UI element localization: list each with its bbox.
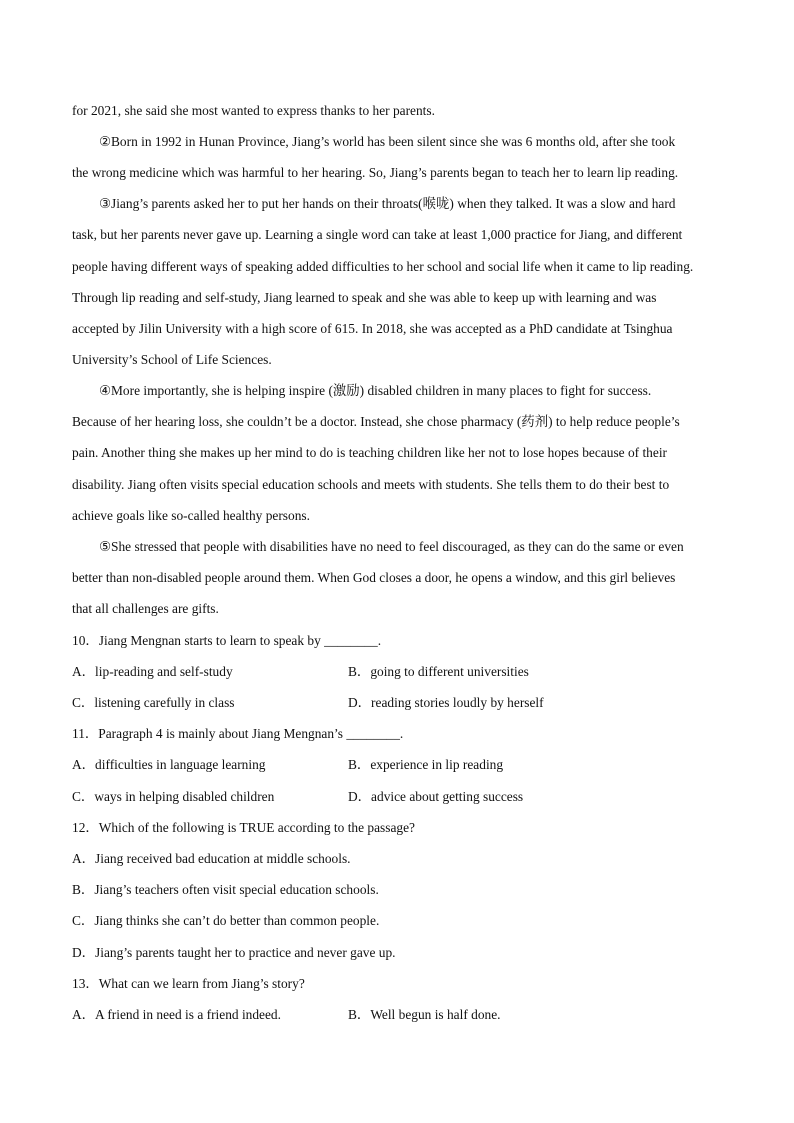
option-11-a: A．difficulties in language learning — [72, 757, 266, 772]
option-13-b: B．Well begun is half done. — [348, 1007, 501, 1022]
option-10-c: C．listening carefully in class — [72, 695, 235, 710]
option-11-c: C．ways in helping disabled children — [72, 789, 275, 804]
option-12-a: A．Jiang received bad education at middle schools. — [72, 851, 351, 866]
passage-line: people having different ways of speaking added difficulties to her school and social life when it came to lip reading. — [72, 259, 694, 274]
question-stem-13: 13．What can we learn from Jiang’s story? — [72, 976, 305, 991]
option-12-b: B．Jiang’s teachers often visit special education schools. — [72, 882, 379, 897]
question-stem-11: 11．Paragraph 4 is mainly about Jiang Mengnan’s ________. — [72, 726, 404, 741]
question-stem-10: 10．Jiang Mengnan starts to learn to speak by ________. — [72, 633, 382, 648]
option-10-b: B．going to different universities — [348, 664, 529, 679]
passage-line: for 2021, she said she most wanted to express thanks to her parents. — [72, 103, 435, 118]
option-11-b: B．experience in lip reading — [348, 757, 504, 772]
passage-line: accepted by Jilin University with a high score of 615. In 2018, she was accepted as a PhD candidate at Tsinghua — [72, 321, 673, 336]
passage-line: better than non-disabled people around them. When God closes a door, he opens a window, and this girl believes — [72, 570, 676, 585]
option-12-d: D．Jiang’s parents taught her to practice and never gave up. — [72, 945, 396, 960]
option-10-a: A．lip-reading and self-study — [72, 664, 233, 679]
passage-line: that all challenges are gifts. — [72, 601, 219, 616]
passage-line: disability. Jiang often visits special education schools and meets with students. She tells them to do their best to — [72, 477, 670, 492]
passage-line: University’s School of Life Sciences. — [72, 352, 272, 367]
passage-line: pain. Another thing she makes up her mind to do is teaching children like her not to lose hopes because of their — [72, 445, 667, 460]
passage-line: achieve goals like so-called healthy persons. — [72, 508, 310, 523]
passage-line: ③Jiang’s parents asked her to put her hands on their throats(喉咙) when they talked. It was a slow and hard — [99, 196, 676, 211]
passage-line: ④More importantly, she is helping inspire (激励) disabled children in many places to fight for success. — [99, 383, 652, 398]
option-11-d: D．advice about getting success — [348, 789, 524, 804]
passage-line: ②Born in 1992 in Hunan Province, Jiang’s world has been silent since she was 6 months old, after she took — [99, 134, 676, 149]
option-12-c: C．Jiang thinks she can’t do better than common people. — [72, 913, 380, 928]
passage-line: Through lip reading and self-study, Jiang learned to speak and she was able to keep up with learning and was — [72, 290, 657, 305]
passage-line: task, but her parents never gave up. Learning a single word can take at least 1,000 practice for Jiang, and different — [72, 227, 683, 242]
option-10-d: D．reading stories loudly by herself — [348, 695, 544, 710]
passage-line: Because of her hearing loss, she couldn’t be a doctor. Instead, she chose pharmacy (药剂) to help reduce people’s — [72, 414, 680, 429]
option-13-a: A．A friend in need is a friend indeed. — [72, 1007, 281, 1022]
passage-line: the wrong medicine which was harmful to her hearing. So, Jiang’s parents began to teach her to learn lip reading. — [72, 165, 679, 180]
question-stem-12: 12．Which of the following is TRUE according to the passage? — [72, 820, 415, 835]
passage-line: ⑤She stressed that people with disabilities have no need to feel discouraged, as they can do the same or even — [99, 539, 684, 554]
